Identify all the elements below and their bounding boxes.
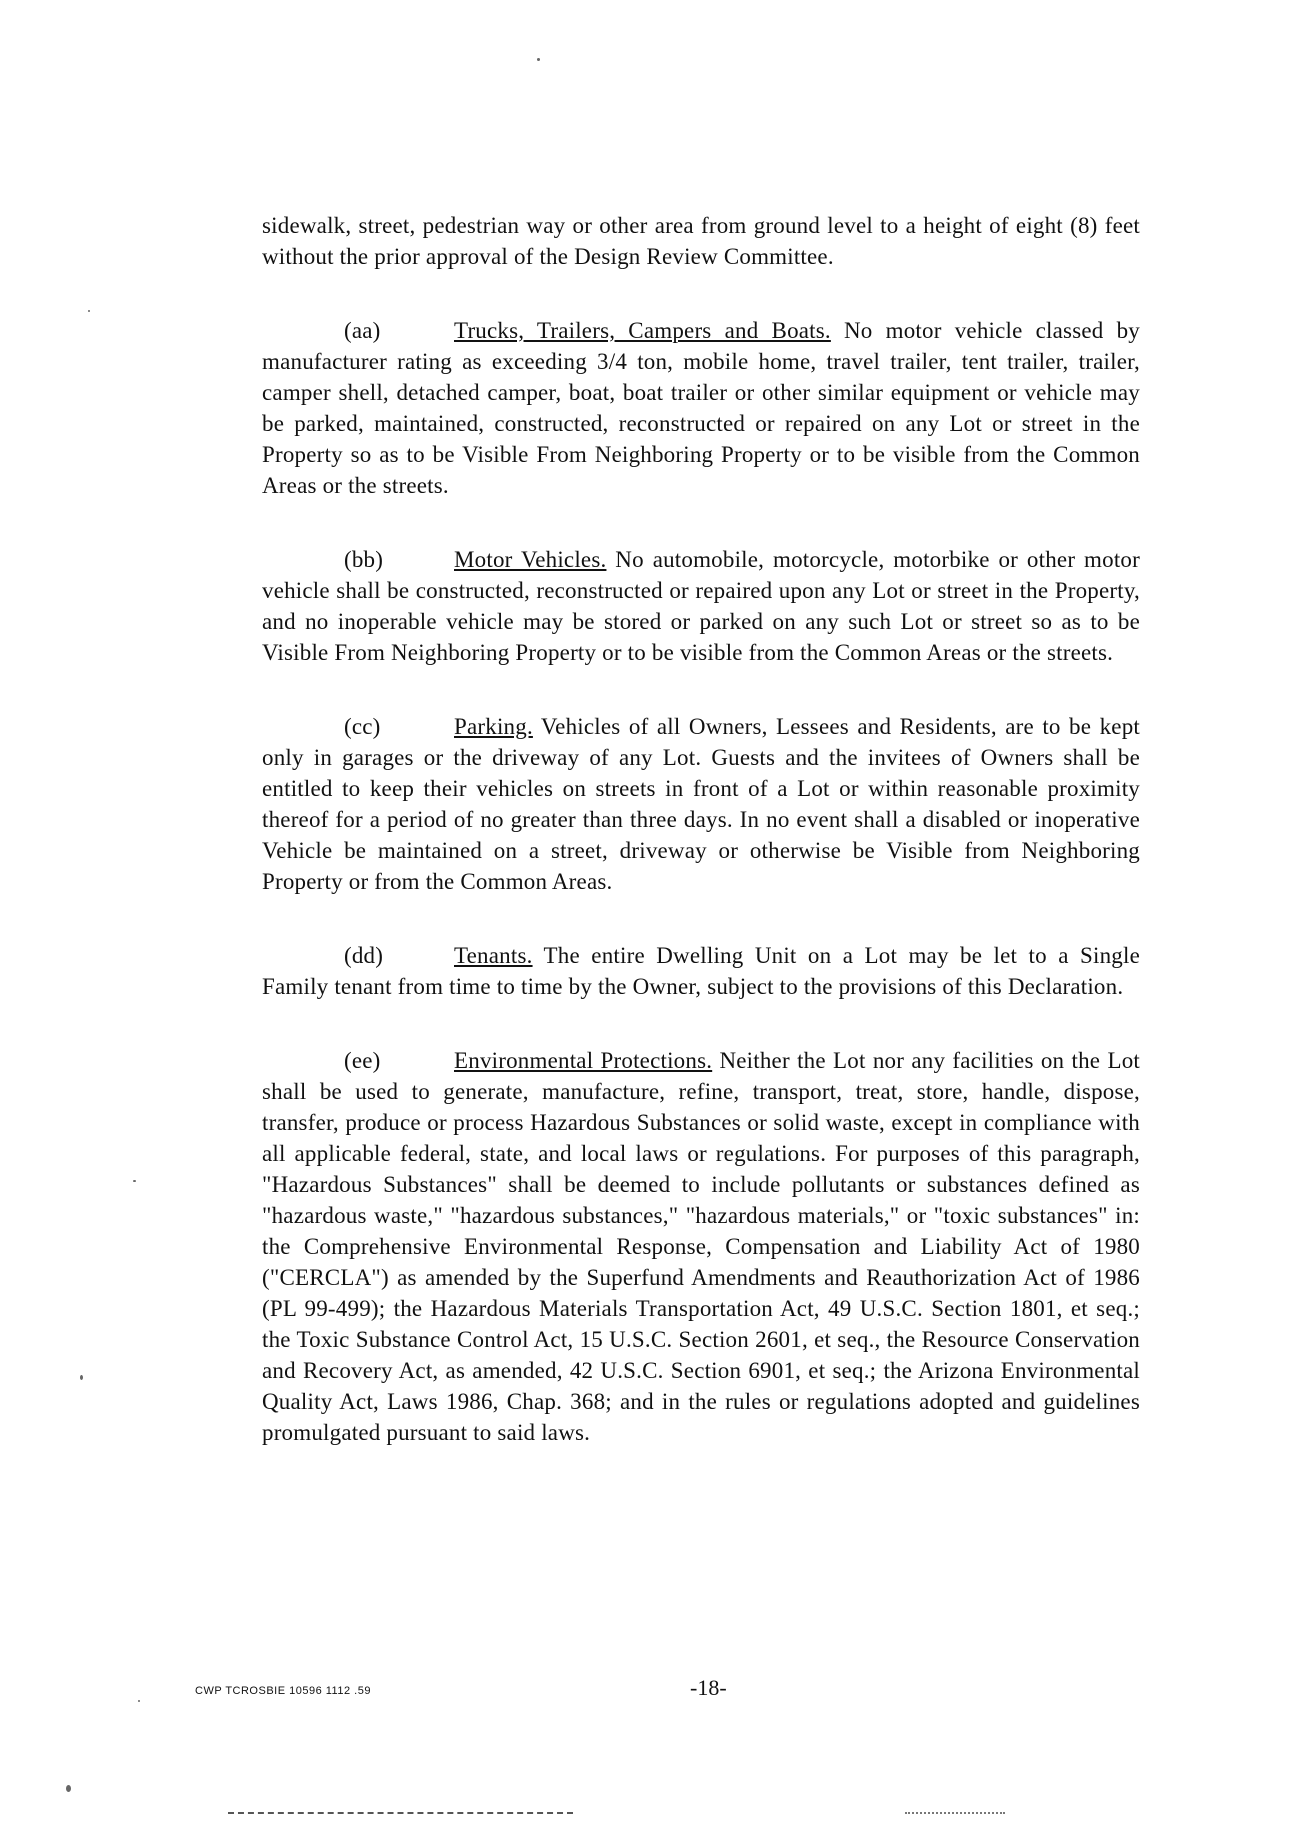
page-number: -18- [690, 1675, 727, 1700]
section-dd [262, 940, 1140, 1002]
section-heading: Motor Vehicles. [454, 547, 607, 572]
section-label: (bb) [344, 547, 384, 572]
section-label: (dd) [344, 943, 384, 968]
section-cc [262, 711, 1140, 897]
document-body [262, 210, 1140, 1491]
section-text: No motor vehicle classed by manufacturer rating as exceeding 3/4 ton, mobile home, travel trailer, tent trailer, trailer, camper shell, detached camper, boat, boat trailer or other similar equipment or vehicle may be parked, maintained, constructed, reconstructed or repaired on any Lot or street in the Property so as to be Visible From Neighboring Property or to be visible from the Common Areas or the streets. [262, 318, 1140, 498]
section-bb [262, 544, 1140, 668]
section-label: (ee) [344, 1048, 381, 1073]
continuation-paragraph: sidewalk, street, pedestrian way or other area from ground level to a height of eight (8) feet without the prior approval of the Design Review Committee. [262, 213, 1140, 269]
section-text: The entire Dwelling Unit on a Lot may be let to a Single Family tenant from time to time by the Owner, subject to the provisions of this Declaration. [262, 943, 1140, 999]
scan-speck [80, 1375, 83, 1380]
section-heading: Parking. [454, 714, 533, 739]
scan-speck [133, 1180, 136, 1182]
section-label: (aa) [344, 318, 381, 343]
section-heading: Tenants. [454, 943, 533, 968]
section-ee [262, 1045, 1140, 1448]
section-label: (cc) [344, 714, 381, 739]
bottom-scan-dots [905, 1812, 1005, 1814]
section-heading: Trucks, Trailers, Campers and Boats. [454, 318, 831, 343]
section-text: No automobile, motorcycle, motorbike or other motor vehicle shall be constructed, reconstructed or repaired upon any Lot or street in the Property, and no inoperable vehicle may be stored or parked on any such Lot or street so as to be Visible From Neighboring Property or to be visible from the Common Areas or the streets. [262, 547, 1140, 665]
section-aa [262, 315, 1140, 501]
bottom-scan-line [228, 1812, 573, 1814]
footer-file-reference: CWP TCROSBIE 10596 1112 .59 [195, 1685, 371, 1697]
section-text: Vehicles of all Owners, Lessees and Residents, are to be kept only in garages or the driveway of any Lot. Guests and the invitees of Owners shall be entitled to keep their vehicles on streets in front of a Lot or within reasonable proximity thereof for a period of no greater than three days. In no event shall a disabled or inoperative Vehicle be maintained on a street, driveway or otherwise be Visible from Neighboring Property or from the Common Areas. [262, 714, 1140, 894]
scan-speck [138, 1700, 140, 1702]
section-text: Neither the Lot nor any facilities on the Lot shall be used to generate, manufacture, refine, transport, treat, store, handle, dispose, transfer, produce or process Hazardous Substances or solid waste, except in compliance with all applicable federal, state, and local laws or regulations. For purposes of this paragraph, "Hazardous Substances" shall be deemed to include pollutants or substances defined as "hazardous waste," "hazardous substances," "hazardous materials," or "toxic substances" in: the Comprehensive Environmental Response, Compensation and Liability Act of 1980 ("CERCLA") as amended by the Superfund Amendments and Reauthorization Act of 1986 (PL 99-499); the Hazardous Materials Transportation Act, 49 U.S.C. Section 1801, et seq.; the Toxic Substance Control Act, 15 U.S.C. Section 2601, et seq., the Resource Conservation and Recovery Act, as amended, 42 U.S.C. Section 6901, et seq.; the Arizona Environmental Quality Act, Laws 1986, Chap. 368; and in the rules or regulations adopted and guidelines promulgated pursuant to said laws. [262, 1048, 1141, 1445]
section-heading: Environmental Protections. [454, 1048, 713, 1073]
scan-speck [88, 310, 90, 312]
scan-speck [66, 1785, 71, 1792]
scan-speck [537, 58, 540, 61]
